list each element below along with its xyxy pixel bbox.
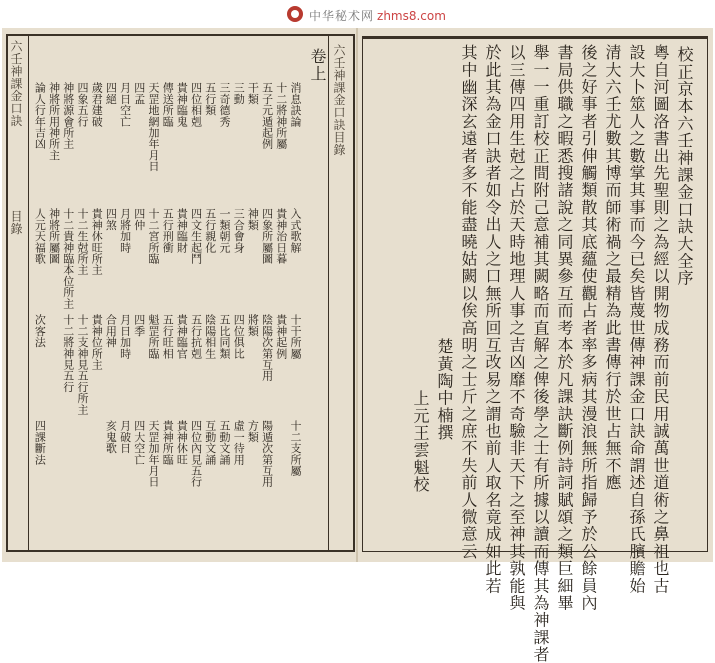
toc-entry: 五子元遁起例	[260, 82, 274, 150]
toc-entry: 十二支所屬	[289, 420, 302, 476]
toc-entry: 貴神位所主	[90, 314, 104, 370]
toc-entry: 月將加時	[118, 208, 132, 253]
toc-entry: 十二將神所屬	[274, 82, 288, 150]
site-url: zhms8.com	[377, 9, 446, 23]
left-margin-sub: 目錄	[9, 210, 23, 235]
toc-entry: 次客法	[33, 314, 47, 348]
toc-entry: 天罡加年月日	[147, 420, 160, 488]
toc-entry: 陰陽次第互用	[260, 314, 274, 382]
toc-entry: 四位俱比	[232, 314, 246, 359]
preface-column: 後之好事者引伸觸類散其底蘊使觀占者率多病其漫浪無所指歸予於公餘員內	[579, 44, 598, 612]
toc-entry: 月破日	[118, 420, 132, 454]
toc-entry: 神將所屬圖	[47, 208, 61, 264]
preface-column: 以三傳四用生尅之占於天時地理人事之吉凶靡不奇驗非天下之至神其孰能與	[507, 44, 526, 612]
toc-entry: 入式歌解	[289, 208, 302, 253]
toc-entry: 十二支神見五行所主	[76, 314, 89, 415]
site-name[interactable]	[309, 7, 446, 24]
toc-entry: 論人行年吉凶	[33, 82, 47, 150]
toc-entry: 五行抗剋	[189, 314, 203, 359]
toc-entry: 貴神臨鬼	[175, 82, 189, 127]
toc-entry: 五比同類	[218, 314, 231, 359]
toc-entry: 三合會身	[232, 208, 246, 253]
preface-column: 舉一一重訂校正間附己意補其闕略而直解之俾後學之士有所據以讀而傳其為神課者	[531, 44, 550, 663]
toc-entry: 月日空亡	[118, 82, 132, 127]
toc-entry: 三動	[232, 82, 246, 105]
toc-entry: 互動文誦	[203, 420, 217, 465]
toc-entry: 神將源會所主	[61, 82, 75, 150]
preface-column: 於此其為金口訣者如令出人之口無所回互改易之謂也前人取名竟成如此若	[483, 44, 502, 595]
toc-entry: 貴神所臨	[161, 420, 175, 465]
toc-entry: 四孟	[132, 82, 146, 105]
toc-entry: 十二宮所臨	[147, 208, 160, 264]
toc-entry: 四課斷法	[33, 420, 47, 465]
toc-entry: 十二將神見五行	[61, 314, 75, 393]
toc-entry: 將類	[246, 314, 260, 337]
toc-entry: 神類	[246, 208, 260, 231]
toc-entry: 人元天福歌	[33, 208, 47, 264]
toc-entry: 十干所屬	[289, 314, 302, 359]
toc-entry: 三奇德秀	[218, 82, 231, 127]
toc-entry: 貴神休旺所主	[90, 208, 104, 276]
toc-entry: 貴神治日暮	[274, 208, 288, 264]
toc-entry: 四絕	[104, 82, 118, 105]
preface-column: 清大六壬尤數其博而師術禍之最精為此書傳行於世占無不應	[603, 44, 622, 492]
left-spine-rule	[328, 34, 329, 550]
toc-entry: 四位內見五行	[189, 420, 203, 488]
volume-label: 卷上	[308, 48, 327, 83]
toc-entry: 四大空亡	[132, 420, 146, 465]
toc-entry: 十二生尅所主	[76, 208, 89, 276]
toc-entry: 干類	[246, 82, 260, 105]
toc-entry: 貴神臨官	[175, 314, 189, 359]
left-margin-rule	[28, 34, 29, 550]
preface-title: 校正京本六壬神課金口訣大全序	[675, 46, 694, 287]
toc-entry: 四象五行	[76, 82, 89, 127]
toc-entry: 神將所用神所主	[47, 82, 61, 161]
preface-column: 粵自河圖洛書出先聖則之為經以開物成務而前民用誠萬世道術之鼻祖也古	[651, 44, 670, 595]
toc-entry: 歲君建破	[90, 82, 104, 127]
toc-entry: 四煞	[104, 208, 118, 231]
toc-entry: 十二貴神臨本位所主	[61, 208, 75, 309]
toc-entry: 四文生起鬥	[189, 208, 203, 264]
toc-entry: 陰陽相生	[203, 314, 217, 359]
toc-entry: 月日加時	[118, 314, 132, 359]
toc-entry: 亥鬼歌	[104, 420, 118, 454]
toc-entry: 五行旺相	[161, 314, 175, 359]
left-margin-title: 六壬神課金口訣	[9, 40, 23, 127]
preface-signature: 楚黃陶中楠撰	[435, 338, 454, 442]
toc-entry: 陽遁次第互用	[260, 420, 274, 488]
toc-entry: 五動文誦	[218, 420, 231, 465]
toc-entry: 四季	[132, 314, 146, 337]
toc-entry: 虛一待用	[232, 420, 246, 465]
left-margin-right-title: 六壬神課金口訣目錄	[332, 44, 346, 156]
site-banner	[0, 0, 715, 28]
preface-column: 其中幽深玄遠者多不能盡曉姑闕以俟高明之士斤之庶不失前人微意云	[459, 44, 478, 560]
toc-entry: 四位相剋	[189, 82, 203, 127]
toc-entry: 消息訣論	[289, 82, 302, 127]
preface-signature: 上元王雲魁校	[411, 390, 430, 494]
toc-entry: 合用神	[104, 314, 118, 348]
toc-entry: 貴神臨財	[175, 208, 189, 253]
book-gutter	[356, 28, 358, 562]
toc-entry: 五行刑衝	[161, 208, 175, 253]
preface-column: 書局供職之暇悉搜諸說之同異參互而考本於凡課訣斷例詩詞賦頌之類巨細畢	[555, 44, 574, 612]
toc-entry: 魁罡所臨	[147, 314, 160, 359]
toc-entry: 天罡地網加年月日	[147, 82, 160, 172]
toc-entry: 貴神休旺	[175, 420, 189, 465]
toc-entry: 四象所屬圖	[260, 208, 274, 264]
toc-entry: 傳送所臨	[161, 82, 175, 127]
toc-entry: 貴神起例	[274, 314, 288, 359]
site-logo-icon	[287, 6, 303, 22]
toc-entry: 五行類	[203, 82, 217, 116]
toc-entry: 四仲	[132, 208, 146, 231]
site-title: 中华秘术网	[309, 9, 375, 23]
preface-column: 設大卜筮人之數掌其事而今已矣皆蔑世傳神課金口訣命謂述自孫氏臏贍始	[627, 44, 646, 595]
toc-entry: 方類	[246, 420, 260, 443]
toc-entry: 五行親化	[203, 208, 217, 253]
toc-entry: 一類朝元	[218, 208, 231, 253]
